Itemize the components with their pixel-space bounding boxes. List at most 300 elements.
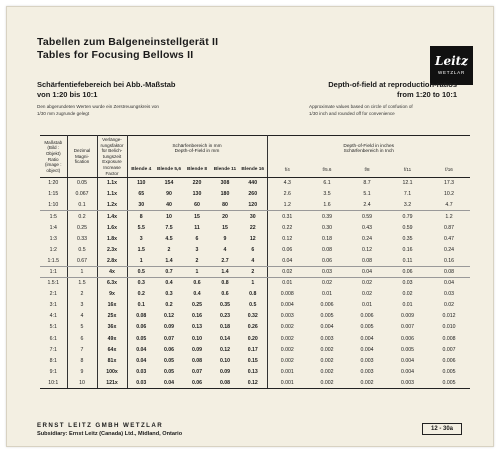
table-cell: 0.08 [191,357,203,364]
table-cell: 0.006 [320,302,334,309]
title-block [37,36,218,62]
table-cell: 0.10 [219,357,231,364]
table-row [40,266,470,277]
col-f16: f/16 [428,163,470,178]
table-cell: 0.03 [136,368,147,375]
table-cell: 0.2 [67,211,97,222]
table-cell: 81x [97,355,127,366]
table-cell: 0.008 [280,291,294,298]
table-cell: 0.59 [402,224,413,231]
col-f4: f/4 [267,163,307,178]
table-cell: 0.12 [239,377,267,388]
table-cell: 6.3x [97,278,127,289]
col-blende-8: Blende 8 [183,163,211,178]
table-row [40,322,470,333]
table-cell: 9x [97,289,127,300]
table-cell: 0.06 [183,377,211,388]
table-cell: 10:1 [40,377,67,388]
table-cell: 1 [239,278,267,289]
table-cell: 0.04 [136,357,147,364]
table-cell: 0.04 [443,280,455,287]
table-cell: 154 [164,180,174,187]
table-cell: 0.08 [347,255,387,266]
table-cell: 0.12 [361,246,373,253]
table-cell: 0.02 [402,291,413,298]
header-ratio [40,136,67,178]
table-cell: 10.2 [443,191,455,198]
table-cell: 0.09 [191,346,203,353]
table-cell: 9 [67,366,97,377]
table-cell: 0.01 [402,302,413,309]
table-row [40,311,470,322]
table-cell: 0.03 [307,266,347,277]
table-cell: 308 [220,180,230,187]
table-cell: 90 [166,191,172,198]
table-cell: 0.02 [443,302,455,309]
table-cell: 0.08 [321,246,333,253]
table-cell: 0.1 [67,200,97,211]
table-cell: 0.6 [221,291,229,298]
note-english [309,104,459,117]
table-cell: 1.6x [97,222,127,233]
table-cell: 1.5 [137,246,145,253]
header-inch-group-1: Depth-of-Field in inches [343,143,395,149]
footer-brand: ERNST LEITZ GMBH WETZLAR [37,422,164,429]
table-cell: 15 [222,224,228,231]
table-cell: 0.10 [191,335,203,342]
table-cell: 0.15 [239,355,267,366]
table-row [40,377,470,388]
table-cell: 0.04 [267,255,307,266]
table-cell: 3.2 [387,200,428,211]
header-ratio-de-2: (Bild : Objekt) [45,145,61,156]
table-cell: 49x [97,333,127,344]
table-cell: 0.08 [428,266,470,277]
table-cell: 0.24 [361,235,373,242]
table-cell: 4 [239,255,267,266]
title-english: Tables for Focusing Bellows II [37,49,194,61]
table-cell: 0.23 [219,313,231,320]
table-cell: 0.32 [239,311,267,322]
table-row [40,211,470,222]
table-cell: 0.010 [442,324,456,331]
table-cell: 0.004 [401,368,414,375]
table-cell: 1.1x [97,178,127,189]
table-cell: 1.2 [445,213,453,220]
table-cell: 0.002 [280,324,294,331]
table-row [40,233,470,244]
table-cell: 0.8 [221,280,229,287]
table-cell: 6:1 [40,333,67,344]
table-cell: 0.87 [443,224,455,231]
table-cell: 0.09 [219,368,231,375]
table-cell: 3 [67,300,97,311]
table-cell: 0.006 [360,313,374,320]
table-cell: 0.002 [320,357,334,364]
header-ratio-en-2: (image : object) [44,162,62,173]
table-cell: 0.3 [137,280,145,287]
table-cell: 0.17 [239,344,267,355]
table-cell: 1:20 [40,178,67,189]
table-cell: 0.002 [280,346,294,353]
table-cell: 130 [192,191,202,198]
table-cell: 0.25 [191,302,203,309]
table-cell: 60 [183,200,211,211]
table-cell: 9:1 [40,366,67,377]
table-cell: 65 [138,191,145,198]
table-cell: 0.5 [239,300,267,311]
table-cell: 0.02 [361,280,373,287]
table-cell: 10 [67,377,97,388]
subtitle-english-line2: from 1:20 to 10:1 [396,90,457,99]
table-row [40,366,470,377]
table-row [40,255,470,266]
table-cell: 1:1.5 [40,255,67,266]
table-cell: 2 [183,255,211,266]
table-cell: 0.004 [320,324,334,331]
table-cell: 4 [223,246,227,253]
table-cell: 1:10 [40,200,67,211]
table-cell: 0.30 [321,224,333,231]
table-cell: 2:1 [40,289,67,300]
header-mm-group-1: Schärfenbereich in mm [172,143,222,149]
table-cell: 40 [155,200,183,211]
note-german-line1: Den abgerundeten Werten wurde ein Zerstreuungskreis von [37,104,159,109]
table-cell: 0.3 [165,291,173,298]
table-body [40,178,470,389]
table-cell: 0.67 [67,255,97,266]
table-cell: 440 [239,178,267,189]
col-f11: f/11 [387,163,428,178]
table-cell: 0.03 [443,291,455,298]
table-cell: 25x [97,311,127,322]
table-cell: 1.4x [97,211,127,222]
table-cell: 0.12 [163,313,175,320]
table-cell: 12.1 [402,180,413,187]
subtitle-german-line2: von 1:20 bis 10:1 [37,90,98,99]
col-f8: f/8 [347,163,387,178]
table-cell: 0.02 [267,266,307,277]
table-cell: 100x [97,366,127,377]
table-cell: 0.005 [360,324,374,331]
table-cell: 15 [194,213,200,220]
table-cell: 0.07 [191,368,203,375]
subtitle-english [328,80,457,100]
table-cell: 11 [194,224,200,231]
table-cell: 0.01 [361,302,373,309]
depth-of-field-table [40,135,470,389]
header-factor-5: Exposure [102,159,122,165]
table-cell: 5 [67,322,97,333]
table-cell: 4.3 [283,180,291,187]
table-cell: 0.39 [321,213,333,220]
table-cell: 2.4 [347,200,387,211]
table-row [40,189,470,200]
table-cell: 0.16 [428,255,470,266]
table-cell: 0.06 [307,255,347,266]
header-ratio-de-1: Maßstab [44,139,63,145]
table-cell: 12 [239,233,267,244]
table-cell: 1:15 [40,189,67,200]
table-cell: 0.47 [443,235,455,242]
table-cell: 0.1 [137,302,145,309]
table-cell: 0.4 [165,280,173,287]
table-row [40,222,470,233]
table-cell: 0.002 [280,335,294,342]
table-row [40,289,470,300]
table-cell: 0.002 [320,368,334,375]
table-cell: 0.33 [67,233,97,244]
col-blende-16: Blende 16 [239,163,267,178]
table-cell: 4 [67,311,97,322]
table-cell: 7:1 [40,344,67,355]
table-cell: 7.1 [403,191,412,198]
table-cell: 0.26 [239,322,267,333]
table-cell: 0.7 [155,266,183,277]
table-cell: 0.18 [321,235,333,242]
table-cell: 1.2x [97,200,127,211]
table-cell: 0.002 [347,377,387,388]
col-f5-6: f/5.6 [307,163,347,178]
table-cell: 0.005 [320,313,334,320]
table-cell: 0.06 [136,324,147,331]
table-cell: 0.03 [127,377,155,388]
table-cell: 0.005 [428,377,470,388]
table-cell: 0.004 [401,357,414,364]
table-cell: 0.006 [401,335,414,342]
table-cell: 8 [67,355,97,366]
table-cell: 0.007 [401,324,414,331]
table-cell: 0.13 [239,366,267,377]
table-cell: 0.06 [282,246,293,253]
table-cell: 0.59 [361,213,373,220]
table-cell: 0.008 [442,335,456,342]
table-cell: 0.002 [280,357,294,364]
table-row [40,355,470,366]
table-cell: 6 [239,244,267,255]
col-blende-5-6: Blende 5,6 [155,163,183,178]
table-cell: 2.6 [283,191,291,198]
table-cell: 0.09 [163,324,175,331]
table-cell: 0.14 [219,335,231,342]
header-factor-3: für Belich- [101,148,123,154]
table-cell: 3 [195,246,199,253]
table-cell: 20 [222,213,228,220]
table-cell: 0.04 [155,377,183,388]
table-cell: 4.5 [165,235,173,242]
table-cell: 0.35 [219,302,231,309]
table-cell: 0.05 [67,178,97,189]
table-cell: 4:1 [40,311,67,322]
table-cell: 0.18 [219,324,231,331]
table-cell: 0.005 [442,368,456,375]
table-cell: 4x [97,266,127,277]
header-factor-1: Verlänge- [102,137,122,142]
footer-subsidiary: Subsidiary: Ernst Leitz (Canada) Ltd., Midland, Ontario [37,431,183,437]
table-cell: 5:1 [40,322,67,333]
table-cell: 30 [127,200,155,211]
table-cell: 0.16 [402,246,413,253]
table-cell: 0.012 [442,313,456,320]
table-cell: 1.5 [67,278,97,289]
table-cell: 0.08 [211,377,239,388]
table-cell: 2.3x [97,244,127,255]
note-english-line2: 1/30 inch and rounded off for convenience [309,110,395,116]
table-cell: 0.22 [282,224,293,231]
col-blende-11: Blende 11 [211,163,239,178]
table-cell: 0.003 [320,335,334,342]
table-cell: 0.4 [193,291,201,298]
table-cell: 260 [239,189,267,200]
table-cell: 1.2 [267,200,307,211]
table-cell: 0.25 [67,222,97,233]
header-mm-group [127,136,267,163]
subtitle-german-line1: Schärfentiefebereich bei Abb.-Maßstab [37,80,176,89]
table-cell: 2.7 [211,255,239,266]
table-cell: 0.24 [443,246,455,253]
table-cell: 10 [166,213,172,220]
table-cell: 6 [195,235,199,242]
table-cell: 0.07 [163,335,175,342]
table-cell: 22 [239,222,267,233]
table-cell: 30 [239,211,267,222]
header-magn-2: Magni- [74,153,90,159]
table-cell: 0.004 [360,335,374,342]
table-cell: 0.001 [280,368,294,375]
subtitle-english-line1: Depth-of-field at reproduction-ratios [328,80,457,89]
table-cell: 0.02 [361,291,373,298]
table-cell: 0.11 [387,255,428,266]
header-factor-7: Factor [105,170,119,176]
table-cell: 1.4 [155,255,183,266]
document-page [6,6,494,447]
table-cell: 0.08 [136,313,147,320]
table-cell: 0.06 [387,266,428,277]
table-cell: 0.5 [67,244,97,255]
table-cell: 0.002 [307,377,347,388]
table-cell: 0.006 [442,357,456,364]
table-cell: 6.1 [323,180,331,187]
table-cell: 2.8x [97,255,127,266]
table-cell: 121x [97,377,127,388]
leitz-logo-wetzlar: WETZLAR [437,70,466,75]
header-magn-1: Dezimal [73,148,91,154]
table-cell: 1:4 [40,222,67,233]
header-factor-4: tungszeit [102,153,122,159]
table-cell: 0.2 [137,291,145,298]
header-magnification [67,136,97,178]
table-cell: 0.067 [67,189,97,200]
table-cell: 0.003 [360,357,374,364]
table-cell: 0.05 [163,368,175,375]
table-cell: 1:5 [40,211,67,222]
table-cell: 16x [97,300,127,311]
table-cell: 0.31 [282,213,293,220]
table-cell: 0.43 [361,224,373,231]
table-cell: 0.12 [219,346,231,353]
table-cell: 7 [67,344,97,355]
table-cell: 1:3 [40,233,67,244]
table-cell: 7.5 [165,224,173,231]
table-cell: 0.004 [280,302,294,309]
table-cell: 80 [211,200,239,211]
table-cell: 3.5 [323,191,331,198]
header-mm-group-2: Depth-of-Field in mm [174,149,220,155]
table-cell: 8.7 [363,180,371,187]
table-cell: 2 [67,289,97,300]
subtitle-german [37,80,176,100]
table-cell: 220 [192,180,202,187]
table-cell: 36x [97,322,127,333]
table-cell: 0.5 [127,266,155,277]
col-blende-4: Blende 4 [127,163,155,178]
table-cell: 0.04 [347,266,387,277]
table-cell: 0.007 [442,346,456,353]
note-english-line1: Approximate values based on circle of confusion of [309,104,413,109]
table-cell: 8:1 [40,355,67,366]
table-row [40,278,470,289]
table-cell: 3:1 [40,300,67,311]
header-exposure-factor [97,136,127,178]
table-cell: 1 [67,266,97,277]
table-row [40,178,470,189]
table-cell: 0.2 [165,302,173,309]
table-cell: 0.06 [163,346,175,353]
table-row [40,244,470,255]
note-german [37,104,159,117]
table-cell: 0.009 [401,313,414,320]
table-cell: 8 [139,213,143,220]
table-cell: 2 [239,266,267,277]
table-row [40,344,470,355]
table-cell: 0.001 [267,377,307,388]
table-cell: 17.3 [443,180,455,187]
header-ratio-en-1: Ratio [47,156,59,162]
table-cell: 0.003 [387,377,428,388]
table-cell: 0.004 [360,346,374,353]
note-german-line2: 1/30 mm zugrunde gelegt [37,110,90,116]
table-cell: 0.05 [163,357,175,364]
table-cell: 2 [167,246,171,253]
header-inch-group-2: Schärfenbereich in Inch [343,149,394,155]
table-row [40,300,470,311]
table-cell: 0.79 [402,213,413,220]
table-cell: 0.002 [320,346,334,353]
table-cell: 1.4 [211,266,239,277]
table-cell: 0.35 [402,235,413,242]
table-cell: 110 [137,180,146,187]
table-cell: 0.01 [321,291,333,298]
table-cell: 0.005 [401,346,414,353]
table-cell: 1.5:1 [40,278,67,289]
table-cell: 1.1x [97,189,127,200]
table-cell: 0.13 [191,324,203,331]
header-factor-2: rungsfaktor [100,142,124,148]
table-cell: 0.003 [360,368,374,375]
table-cell: 0.02 [321,280,333,287]
document-code: 12 - 30a [422,423,462,435]
table-cell: 6 [67,333,97,344]
table-cell: 0.003 [280,313,294,320]
table-cell: 1 [183,266,211,277]
header-inch-group [267,136,470,163]
table-cell: 0.05 [136,335,147,342]
table-row [40,333,470,344]
header-factor-6: Increase [103,164,121,170]
table-cell: 1:1 [40,266,67,277]
table-cell: 0.01 [282,280,293,287]
table-cell: 64x [97,344,127,355]
